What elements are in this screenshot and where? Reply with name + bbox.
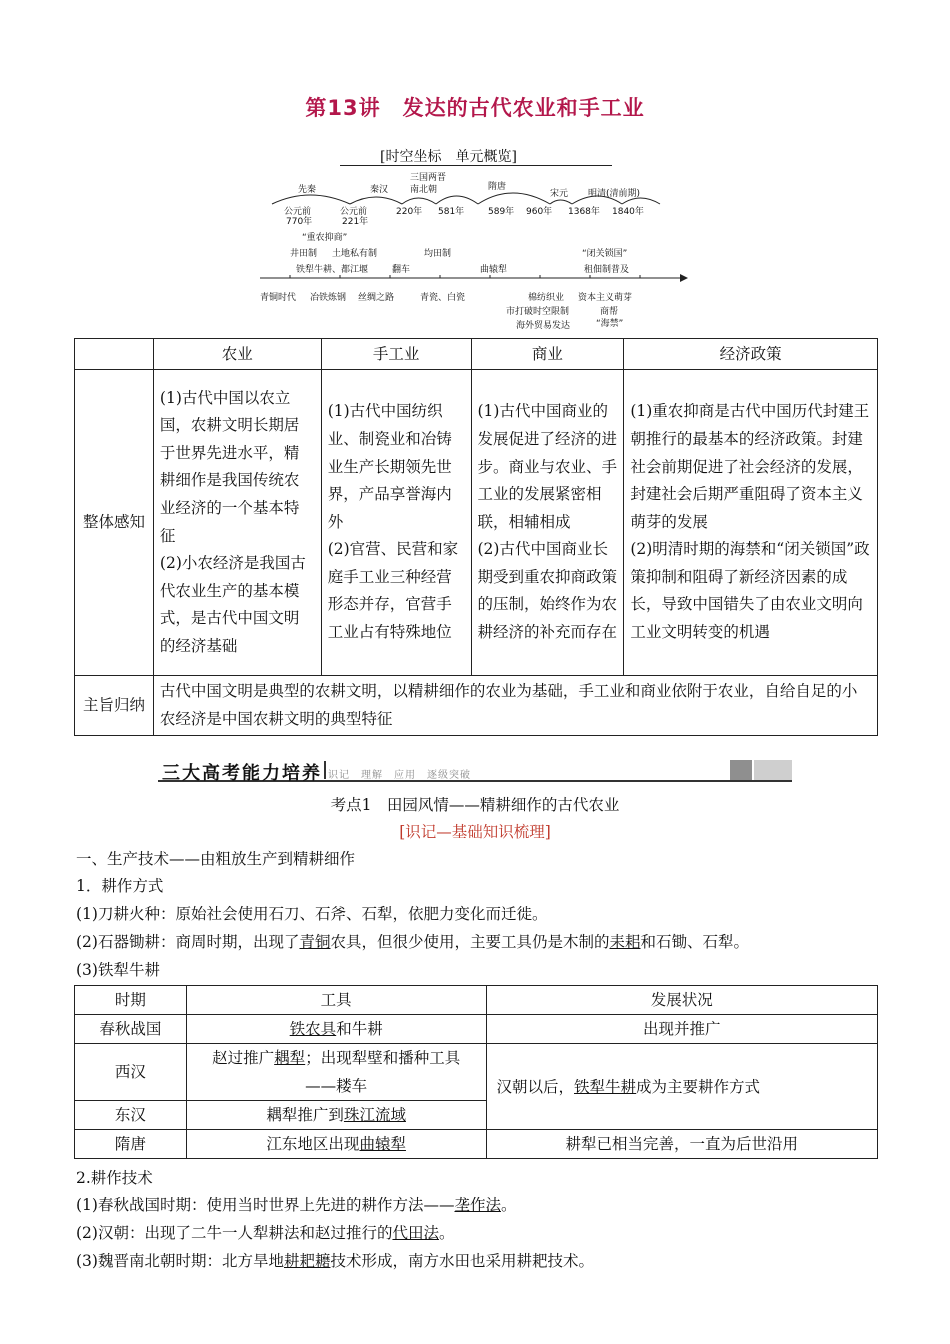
overview-table bbox=[74, 338, 878, 736]
date-label: 公元前 bbox=[340, 207, 368, 217]
section-title: 三大高考能力培养 bbox=[162, 763, 322, 784]
tool-cell bbox=[186, 1130, 486, 1159]
text-span: 汉朝以后， bbox=[496, 1077, 575, 1096]
handicraft-cell bbox=[321, 370, 471, 676]
text-span: 成为主要耕作方式 bbox=[636, 1077, 761, 1096]
period-cell: 东汉 bbox=[75, 1101, 187, 1130]
band-dark-block bbox=[730, 760, 752, 780]
date-label: 220年 bbox=[396, 207, 423, 217]
text-span: (2)汉朝：出现了二牛一人犁耕法和赵过推行的 bbox=[76, 1224, 393, 1242]
date-label: 公元前 bbox=[284, 207, 312, 217]
lower-item: 海外贸易发达 bbox=[516, 321, 571, 331]
date-label: 581年 bbox=[438, 207, 465, 217]
period-label: 明清(清前期) bbox=[588, 189, 641, 199]
text-span: (1)春秋战国时期：使用当时世界上先进的耕作方法—— bbox=[76, 1196, 455, 1214]
tool-cell bbox=[186, 1015, 486, 1044]
upper-item: “重农抑商” bbox=[302, 233, 348, 243]
cell-paragraph: (1)古代中国纺织业、制瓷业和冶铸业生产长期领先世界，产品享誉海内外 bbox=[327, 402, 452, 531]
plough-table bbox=[74, 985, 878, 1159]
date-label: 770年 bbox=[286, 217, 313, 227]
answer-span: 青铜 bbox=[299, 933, 331, 951]
upper-item: “闭关锁国” bbox=[582, 249, 628, 259]
table-header-row bbox=[75, 339, 878, 370]
upper-item: 土地私有制 bbox=[332, 249, 378, 259]
cell-paragraph: (2)官营、民营和家庭手工业三种经营形态并存，官营手工业占有特殊地位 bbox=[327, 540, 459, 642]
text-span: 和石锄、石犁。 bbox=[640, 933, 750, 951]
subheading-1: 1．耕作方式 bbox=[76, 877, 164, 895]
answer-span: 珠江流域 bbox=[343, 1106, 406, 1124]
period-label: 秦汉 bbox=[370, 185, 389, 195]
text-span: (2)石器锄耕：商周时期，出现了 bbox=[76, 933, 300, 951]
answer-span: 垄作法 bbox=[454, 1196, 501, 1214]
period-cell: 西汉 bbox=[75, 1044, 187, 1101]
period-label: 先秦 bbox=[298, 185, 317, 195]
text-span: ；出现犁壁和播种工具 bbox=[305, 1049, 461, 1067]
text-span: 。 bbox=[500, 1196, 517, 1214]
lower-item: 商帮 bbox=[600, 307, 619, 317]
answer-span: 曲辕犁 bbox=[359, 1135, 406, 1153]
kaodian-title: 考点1 田园风情——精耕细作的古代农业 bbox=[330, 796, 620, 814]
text-span: 耦犁推广到 bbox=[266, 1106, 344, 1124]
table-row bbox=[75, 1015, 878, 1044]
cell-paragraph: (1)古代中国商业的发展促进了经济的进步。商业与农业、手工业的发展紧密相联，相辅相成 bbox=[477, 402, 618, 531]
technique-2 bbox=[76, 1221, 455, 1243]
header-cell: 商业 bbox=[471, 339, 624, 370]
cell-paragraph: (2)小农经济是我国古代农业生产的基本模式，是古代中国文明的经济基础 bbox=[159, 554, 306, 655]
lower-item: 青铜时代 bbox=[260, 293, 297, 303]
tool-cell bbox=[186, 1101, 486, 1130]
row-label: 主旨归纳 bbox=[75, 676, 154, 736]
status-cell: 出现并推广 bbox=[486, 1015, 878, 1044]
paragraph-2 bbox=[76, 930, 749, 952]
lower-item: 资本主义萌芽 bbox=[578, 293, 633, 303]
upper-item: 井田制 bbox=[290, 249, 318, 259]
summary-cell: 古代中国文明是典型的农耕文明，以精耕细作的农业为基础，手工业和商业依附于农业，自给自足的小农经济是中国农耕文明的典型特征 bbox=[153, 676, 877, 736]
paragraph-3: (3)铁犁牛耕 bbox=[76, 961, 160, 979]
status-cell bbox=[486, 1044, 878, 1130]
cell-paragraph: (2)古代中国商业长期受到重农抑商政策的压制，始终作为农耕经济的补充而存在 bbox=[477, 540, 618, 642]
text-span: (3)魏晋南北朝时期：北方旱地 bbox=[76, 1252, 284, 1270]
cell-paragraph: (1)古代中国以农立国，农耕文明长期居于世界先进水平，精耕细作是我国传统农业经济的一个基本特征 bbox=[159, 388, 300, 545]
period-label: 南北朝 bbox=[410, 185, 438, 195]
header-cell: 手工业 bbox=[321, 339, 471, 370]
answer-span: 耒耜 bbox=[609, 933, 641, 951]
text-span: 农具，但很少使用，主要工具仍是木制的 bbox=[330, 933, 610, 951]
answer-span: 耦犁 bbox=[274, 1049, 306, 1067]
date-label: 221年 bbox=[342, 217, 369, 227]
technique-1 bbox=[76, 1193, 517, 1215]
lower-item: 青瓷、白瓷 bbox=[420, 293, 466, 303]
upper-item: 翻车 bbox=[392, 265, 411, 275]
lower-item: 棉纺织业 bbox=[528, 293, 565, 303]
text-span: 赵过推广 bbox=[212, 1049, 275, 1067]
table-row bbox=[75, 1044, 878, 1101]
upper-item: 均田制 bbox=[424, 249, 452, 259]
section-subtitle: 识记 理解 应用 逐级突破 bbox=[328, 770, 471, 781]
date-label: 960年 bbox=[526, 207, 553, 217]
heading-1: 一、生产技术——由粗放生产到精耕细作 bbox=[76, 850, 356, 868]
table-row bbox=[75, 1130, 878, 1159]
date-label: 589年 bbox=[488, 207, 515, 217]
upper-item: 曲辕犁 bbox=[480, 265, 508, 275]
answer-span: 铁农具 bbox=[289, 1020, 337, 1038]
cell-paragraph: (2)明清时期的海禁和“闭关锁国”政策抑制和阻碍了新经济因素的成长，导致中国错失了由农业文明向工业文明转变的机遇 bbox=[630, 540, 870, 642]
paragraph-1: (1)刀耕火种：原始社会使用石刀、石斧、石犁，依肥力变化而迁徙。 bbox=[76, 905, 548, 923]
header-cell: 经济政策 bbox=[624, 339, 878, 370]
header-cell bbox=[75, 339, 154, 370]
header-cell: 工具 bbox=[186, 986, 486, 1015]
upper-item: 铁犁牛耕、都江堰 bbox=[296, 265, 369, 275]
lower-item: 丝绸之路 bbox=[358, 293, 395, 303]
shiji-label: [识记—基础知识梳理] bbox=[399, 823, 551, 841]
agriculture-cell bbox=[153, 370, 321, 676]
table-header-row bbox=[75, 986, 878, 1015]
answer-span: 铁犁牛耕 bbox=[574, 1077, 637, 1096]
text-span: 江东地区出现 bbox=[266, 1135, 360, 1153]
status-cell: 耕犁已相当完善，一直为后世沿用 bbox=[486, 1130, 878, 1159]
tool-cell bbox=[186, 1044, 486, 1101]
period-label: 隋唐 bbox=[488, 182, 507, 192]
table-row bbox=[75, 370, 878, 676]
period-cell: 隋唐 bbox=[75, 1130, 187, 1159]
technique-3 bbox=[76, 1249, 594, 1271]
band-light-block bbox=[754, 760, 792, 780]
date-label: 1368年 bbox=[568, 207, 600, 217]
row-label: 整体感知 bbox=[75, 370, 154, 676]
date-label: 1840年 bbox=[612, 207, 644, 217]
band-divider bbox=[324, 761, 326, 779]
subheading-2: 2.耕作技术 bbox=[76, 1169, 153, 1187]
policy-cell bbox=[624, 370, 878, 676]
header-cell: 发展状况 bbox=[486, 986, 878, 1015]
upper-item: 租佃制普及 bbox=[584, 265, 630, 275]
text-span: 。 bbox=[438, 1224, 455, 1242]
period-label: 三国两晋 bbox=[410, 173, 447, 183]
answer-span: 代田法 bbox=[392, 1224, 439, 1242]
text-span: 技术形成，南方水田也采用耕耙技术。 bbox=[330, 1252, 594, 1270]
table-row bbox=[75, 676, 878, 736]
commerce-cell bbox=[471, 370, 624, 676]
text-span: 和牛耕 bbox=[336, 1020, 383, 1038]
text-span: ——耧车 bbox=[305, 1077, 368, 1095]
timeline-diagram bbox=[250, 146, 690, 336]
page-title: 第13讲 发达的古代农业和手工业 bbox=[305, 96, 645, 120]
answer-span: 耕耙耱 bbox=[283, 1252, 331, 1270]
header-cell: 时期 bbox=[75, 986, 187, 1015]
header-cell: 农业 bbox=[153, 339, 321, 370]
lower-item: “海禁” bbox=[596, 319, 624, 329]
timeline-header: [时空坐标 单元概览] bbox=[380, 149, 517, 165]
lower-item: 冶铁炼钢 bbox=[310, 293, 347, 303]
period-cell: 春秋战国 bbox=[75, 1015, 187, 1044]
lower-item: 市打破时空限制 bbox=[506, 307, 570, 317]
period-label: 宋元 bbox=[550, 189, 569, 199]
cell-paragraph: (1)重农抑商是古代中国历代封建王朝推行的最基本的经济政策。封建社会前期促进了社会经济的发展，封建社会后期严重阻碍了资本主义萌芽的发展 bbox=[630, 402, 870, 531]
